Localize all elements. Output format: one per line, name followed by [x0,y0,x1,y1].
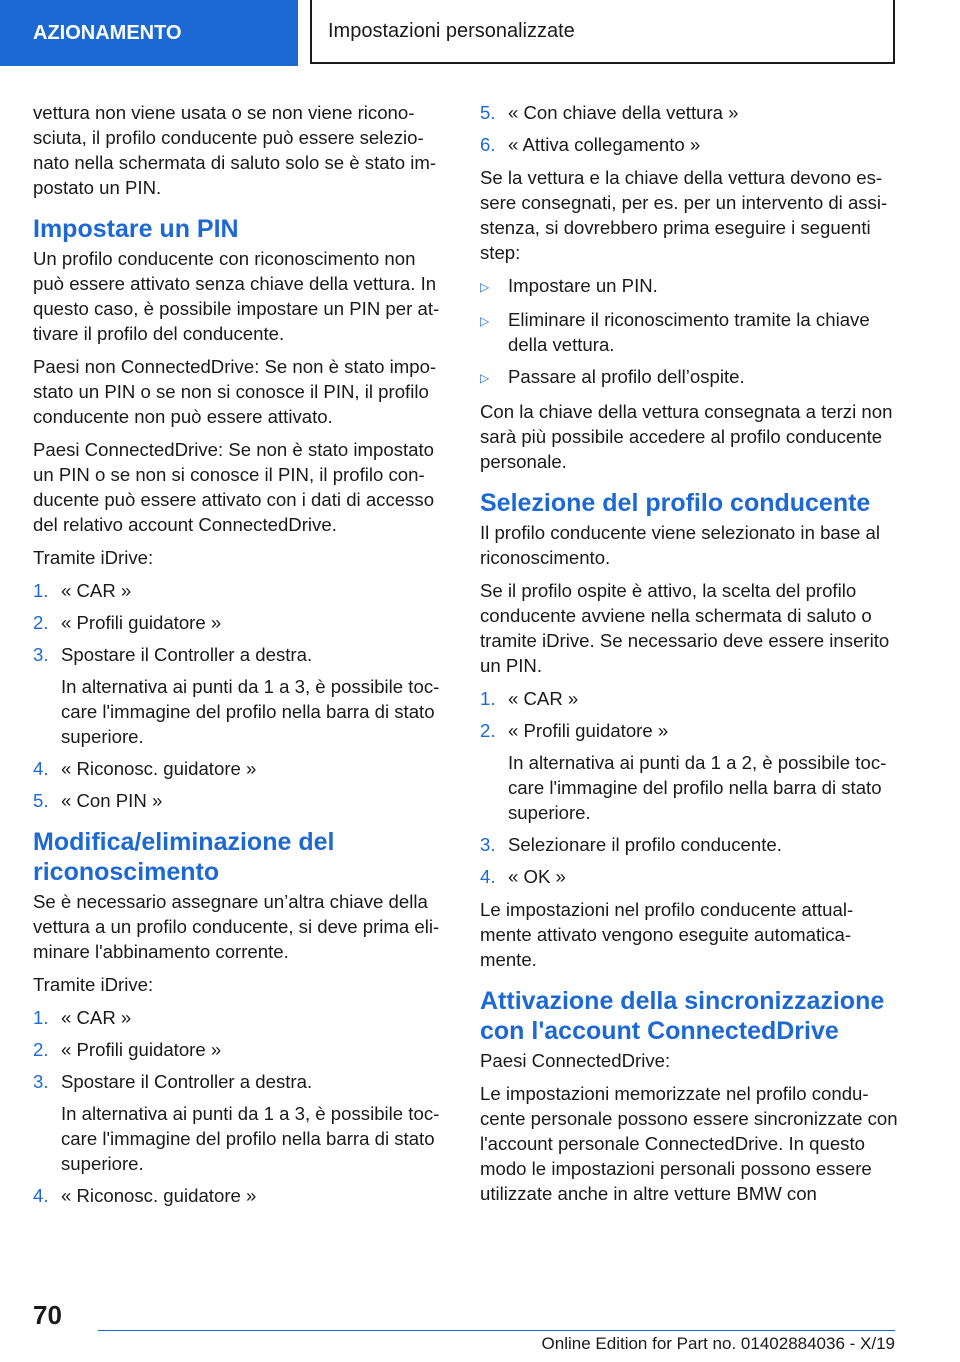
bullet-text: Passare al profilo dell’ospite. [508,366,745,387]
step-text: « Profili guidatore » [61,612,222,633]
left-column [33,100,451,1216]
step-number: 4. [33,1185,49,1206]
step-number: 3. [33,644,49,665]
paragraph: Le impostazioni memorizzate nel profilo conducente personale possono essere sincronizzate con l'account personale ConnectedDrive. In questo modo le impostazioni personali possono essere utilizzate anche in altre vetture BMW con [480,1083,898,1204]
triangle-bullet-icon: ▷ [480,371,490,385]
step-text: Selezionare il profilo conducente. [508,834,782,855]
list-item [480,100,898,125]
paragraph: Se è necessario assegnare un’altra chiave della vettura a un profilo conducente, si deve prima eliminare l'abbinamento corrente. [33,891,440,962]
step-number: 6. [480,134,496,155]
footer-divider [98,1330,895,1331]
page-number: 70 [33,1300,62,1330]
list-item [480,132,898,157]
list-item [480,832,898,857]
list-item [33,1183,451,1208]
paragraph: Il profilo conducente viene selezionato in base al riconoscimento. [480,522,881,568]
step-number: 2. [480,720,496,741]
heading-select-profile: Selezione del profilo conducente [480,489,871,517]
step-text: « Con PIN » [61,790,163,811]
heading-sync-account: Attivazione della sincronizzazione con l'account ConnectedDrive [480,987,885,1045]
step-number: 4. [33,758,49,779]
step-text: « CAR » [508,688,579,709]
step-number: 3. [33,1071,49,1092]
step-note: In alternativa ai punti da 1 a 3, è possibile toccare l'immagine del profilo nella barra di stato superiore. [61,676,440,747]
list-item [480,718,898,825]
bullet-text: Eliminare il riconoscimento tramite la chiave della vettura. [508,309,870,355]
paragraph: Un profilo conducente con riconoscimento non può essere attivato senza chiave della vettura. In questo caso, è possibile impostare un PIN per attivare il profilo del conducente. [33,248,440,344]
step-text: Spostare il Controller a destra. [61,1071,313,1092]
right-column [480,100,898,1214]
heading-modify-recognition: Modifica/eliminazione del riconoscimento [33,828,335,886]
paragraph: Paesi non ConnectedDrive: Se non è stato impostato un PIN o se non si conosce il PIN, il profilo conducente non può essere attivato. [33,356,437,427]
paragraph: Se la vettura e la chiave della vettura devono essere consegnati, per es. per un intervento di assistenza, si dovrebbero prima eseguire i seguenti step: [480,167,888,263]
paragraph: Con la chiave della vettura consegnata a terzi non sarà più possibile accedere al profilo conducente personale. [480,401,893,472]
step-text: « Attiva collegamento » [508,134,701,155]
bullet-list [480,273,898,391]
triangle-bullet-icon: ▷ [480,280,490,294]
list-item [33,578,451,603]
list-item [480,307,898,357]
steps-list-continued [480,100,898,157]
step-number: 1. [33,580,49,601]
step-text: « Profili guidatore » [61,1039,222,1060]
edition-note: Online Edition for Part no. 01402884036 - X/19 [541,1334,895,1353]
intro-paragraph: vettura non viene usata o se non viene riconosciuta, il profilo conducente può essere selezionato nella schermata di saluto solo se è stato impostato un PIN. [33,102,437,198]
list-item [33,756,451,781]
paragraph: Le impostazioni nel profilo conducente attualmente attivato vengono eseguite automaticamente. [480,899,854,970]
list-item [480,364,898,391]
step-text: « CAR » [61,1007,132,1028]
step-text: « Riconosc. guidatore » [61,1185,257,1206]
step-number: 5. [33,790,49,811]
list-item [33,1069,451,1176]
paragraph: Paesi ConnectedDrive: [480,1050,671,1071]
step-text: Spostare il Controller a destra. [61,644,313,665]
step-number: 1. [480,688,496,709]
step-number: 5. [480,102,496,123]
step-text: « Riconosc. guidatore » [61,758,257,779]
list-item [480,864,898,889]
steps-list [33,1005,451,1208]
list-item [33,1037,451,1062]
paragraph: Paesi ConnectedDrive: Se non è stato impostato un PIN o se non si conosce il PIN, il profilo conducente può essere attivato con i dati di accesso del relativo account ConnectedDrive. [33,439,435,535]
step-number: 2. [33,612,49,633]
triangle-bullet-icon: ▷ [480,314,490,328]
paragraph: Tramite iDrive: [33,547,154,568]
step-number: 2. [33,1039,49,1060]
list-item [33,1005,451,1030]
step-note: In alternativa ai punti da 1 a 3, è possibile toccare l'immagine del profilo nella barra di stato superiore. [61,1103,440,1174]
step-number: 3. [480,834,496,855]
paragraph: Tramite iDrive: [33,974,154,995]
heading-set-pin: Impostare un PIN [33,215,239,243]
list-item [33,610,451,635]
page-header [0,0,960,66]
step-text: « CAR » [61,580,132,601]
step-number: 4. [480,866,496,887]
paragraph: Se il profilo ospite è attivo, la scelta del profilo conducente avviene nella schermata di saluto o tramite iDrive. Se necessario deve essere inserito un PIN. [480,580,890,676]
list-item [480,273,898,300]
step-text: « Con chiave della vettura » [508,102,739,123]
step-number: 1. [33,1007,49,1028]
step-text: « Profili guidatore » [508,720,669,741]
list-item [33,788,451,813]
step-note: In alternativa ai punti da 1 a 2, è possibile toccare l'immagine del profilo nella barra di stato superiore. [508,752,887,823]
steps-list [480,686,898,889]
step-text: « OK » [508,866,566,887]
section-tab: AZIONAMENTO [0,0,298,66]
list-item [480,686,898,711]
list-item [33,642,451,749]
chapter-title: Impostazioni personalizzate [310,0,895,64]
steps-list [33,578,451,813]
bullet-text: Impostare un PIN. [508,275,658,296]
